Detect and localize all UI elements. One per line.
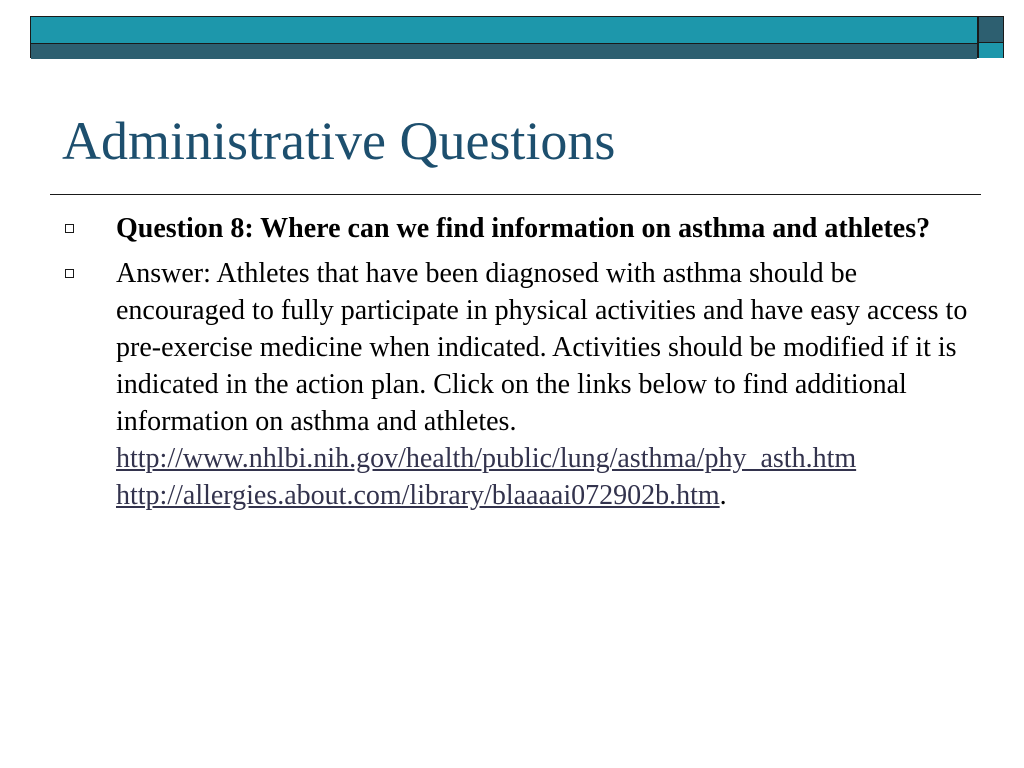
trailing-period: . (719, 480, 727, 511)
hollow-square-bullet-icon (65, 269, 74, 278)
link-allergies[interactable]: http://allergies.about.com/library/blaaaai072902b.htm (116, 480, 720, 511)
bullet-question (62, 210, 982, 247)
answer-text: Answer: Athletes that have been diagnosed with asthma should be encouraged to fully participate in physical activities and have easy access to pre-exercise medicine when indicated. Activities should be modified if it is indicated in the action plan. Click on the links below to find additional information on asthma and athletes. (116, 258, 968, 437)
bullet-answer (62, 255, 982, 514)
corner-decorative-box (978, 16, 1004, 58)
title-divider (50, 194, 981, 195)
link-line-allergies (116, 477, 982, 514)
link-nhlbi[interactable]: http://www.nhlbi.nih.gov/health/public/lung/asthma/phy_asth.htm (116, 443, 857, 474)
band-light-stripe (31, 17, 977, 43)
question-text: Question 8: Where can we find information on asthma and athletes? (116, 213, 931, 244)
bullet-list (62, 210, 982, 522)
top-decorative-band (30, 16, 978, 58)
corner-box-top (979, 17, 1003, 43)
corner-box-bottom (979, 43, 1003, 58)
band-dark-stripe (31, 43, 977, 59)
slide-title: Administrative Questions (62, 111, 616, 171)
hollow-square-bullet-icon (65, 224, 74, 233)
